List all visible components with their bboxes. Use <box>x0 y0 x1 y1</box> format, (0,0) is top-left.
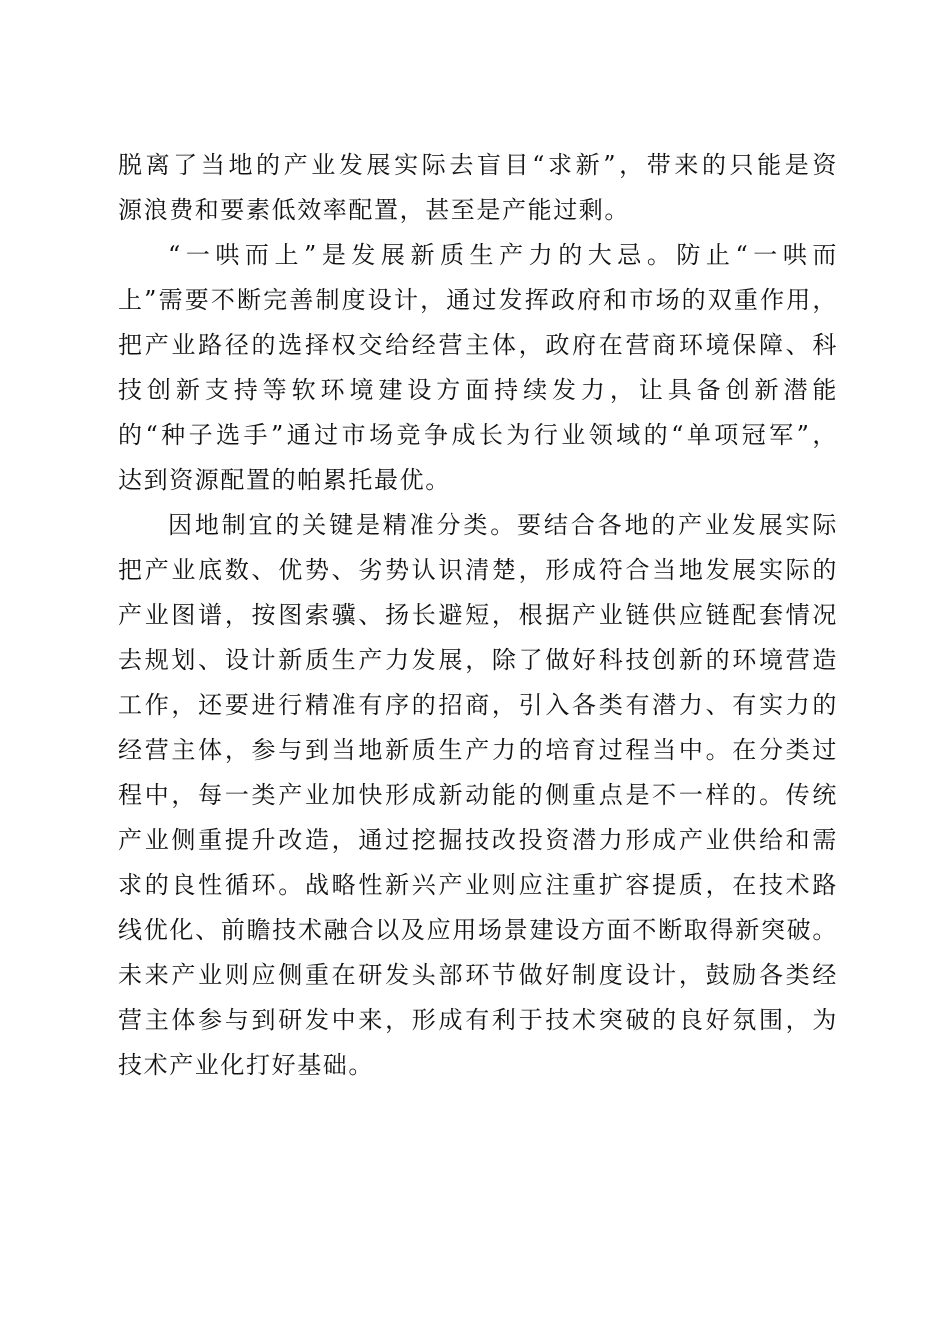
text-line: 技术产业化打好基础。 <box>118 1051 374 1079</box>
text-line: 达到资源配置的帕累托最优。 <box>118 466 451 494</box>
text-line: 营主体参与到研发中来，形成有利于技术突破的良好氛围，为 <box>118 1006 838 1034</box>
document-body <box>118 143 838 1088</box>
paragraph-1 <box>118 143 838 233</box>
paragraph-2 <box>118 233 838 503</box>
text-line: “一哄而上”是发展新质生产力的大忌。防止“一哄而 <box>168 241 838 269</box>
text-line: 源浪费和要素低效率配置，甚至是产能过剩。 <box>118 196 630 224</box>
text-line: 上”需要不断完善制度设计，通过发挥政府和市场的双重作用， <box>118 286 838 314</box>
text-line: 产业图谱，按图索骥、扬长避短，根据产业链供应链配套情况 <box>118 601 838 629</box>
text-line: 把产业底数、优势、劣势认识清楚，形成符合当地发展实际的 <box>118 556 838 584</box>
text-line: 求的良性循环。战略性新兴产业则应注重扩容提质，在技术路 <box>118 871 838 899</box>
text-line: 未来产业则应侧重在研发头部环节做好制度设计，鼓励各类经 <box>118 961 838 989</box>
text-line: 工作，还要进行精准有序的招商，引入各类有潜力、有实力的 <box>118 691 838 719</box>
text-line: 脱离了当地的产业发展实际去盲目“求新”，带来的只能是资 <box>118 151 838 179</box>
paragraph-3 <box>118 503 838 1088</box>
text-line: 程中，每一类产业加快形成新动能的侧重点是不一样的。传统 <box>118 781 838 809</box>
text-line: 产业侧重提升改造，通过挖掘技改投资潜力形成产业供给和需 <box>118 826 838 854</box>
text-line: 经营主体，参与到当地新质生产力的培育过程当中。在分类过 <box>118 736 838 764</box>
text-line: 因地制宜的关键是精准分类。要结合各地的产业发展实际 <box>168 511 838 539</box>
text-line: 把产业路径的选择权交给经营主体，政府在营商环境保障、科 <box>118 331 838 359</box>
text-line: 技创新支持等软环境建设方面持续发力，让具备创新潜能 <box>118 376 838 404</box>
text-line: 线优化、前瞻技术融合以及应用场景建设方面不断取得新突破。 <box>118 916 838 944</box>
text-line: 的“种子选手”通过市场竞争成长为行业领域的“单项冠军”， <box>118 421 838 449</box>
text-line: 去规划、设计新质生产力发展，除了做好科技创新的环境营造 <box>118 646 838 674</box>
